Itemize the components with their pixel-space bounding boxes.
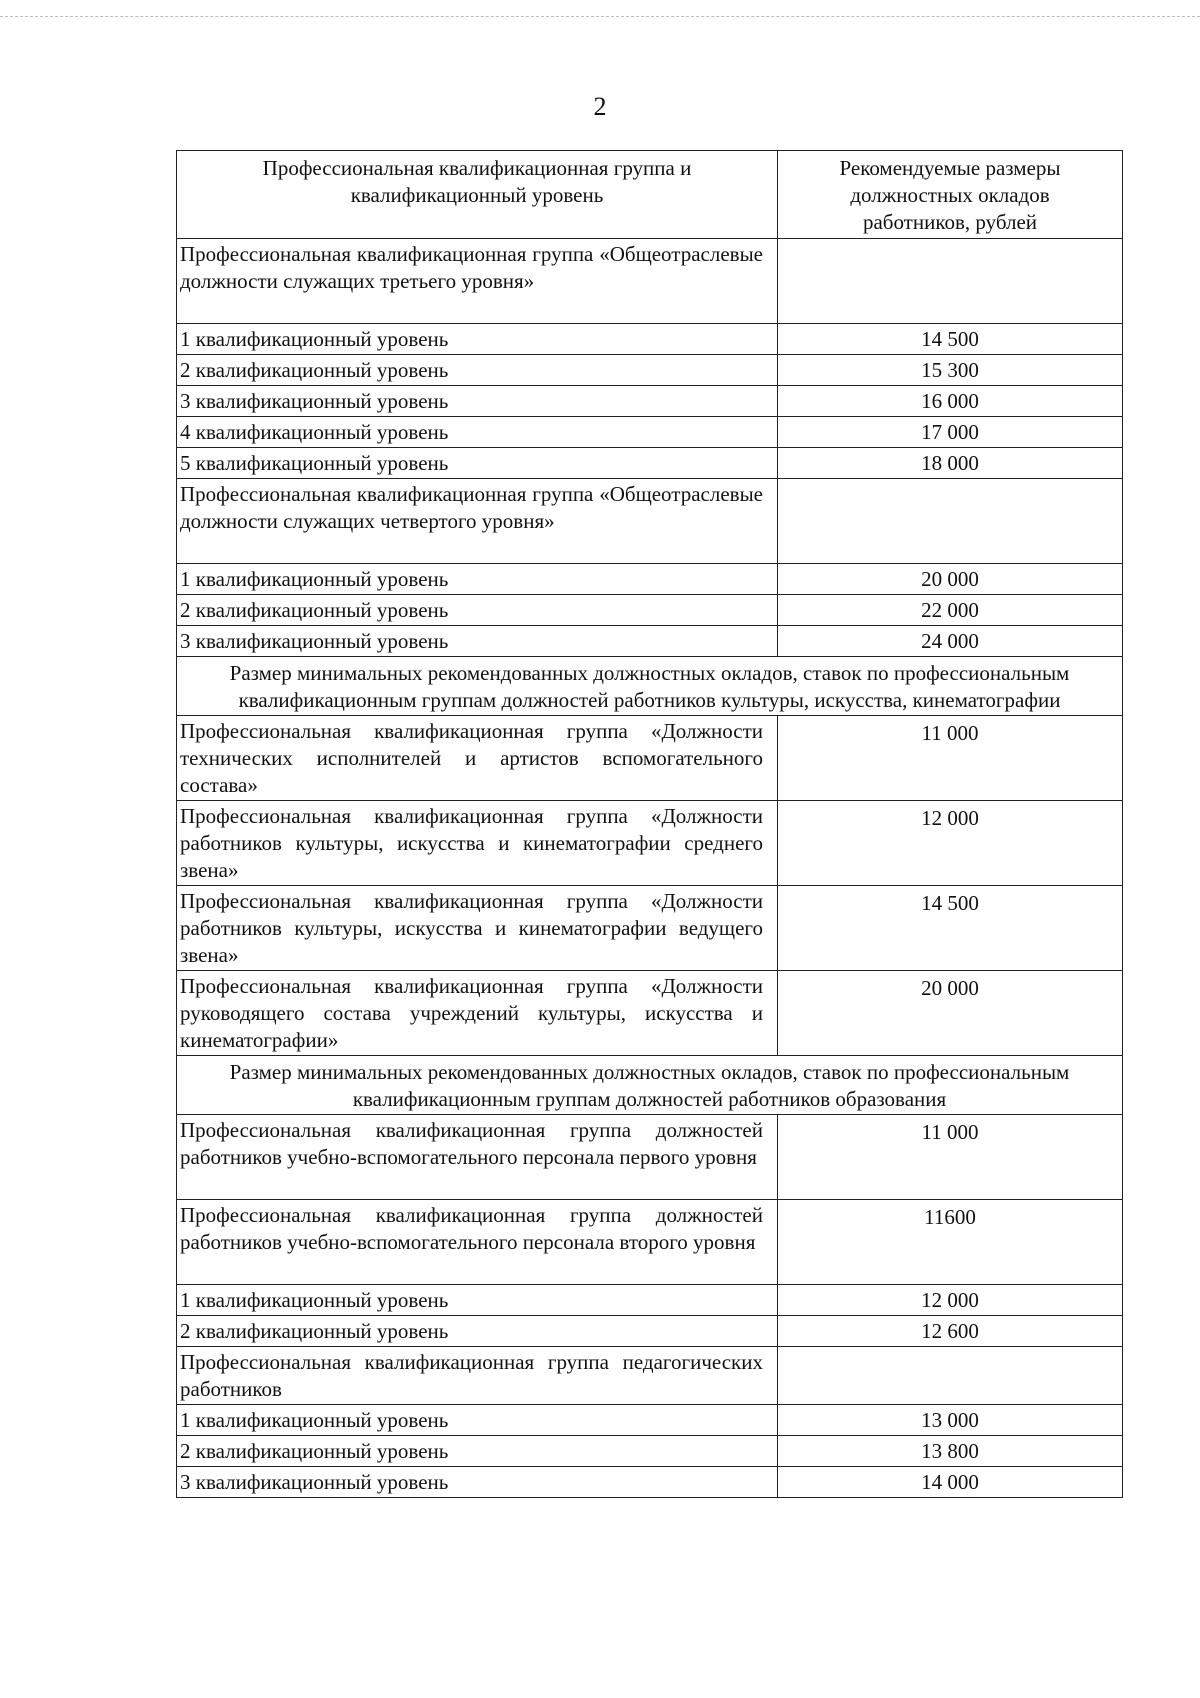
table-row: [177, 386, 1123, 417]
salary-value-cell: 20 000: [778, 971, 1123, 1056]
salary-value-cell: 15 300: [778, 355, 1123, 386]
qualification-level-cell: 2 квалификационный уровень: [177, 355, 778, 386]
salary-value-cell: 13 800: [778, 1436, 1123, 1467]
table-header-row: [177, 151, 1123, 239]
qualification-level-cell: 2 квалификационный уровень: [177, 595, 778, 626]
qualification-level-cell: 5 квалификационный уровень: [177, 448, 778, 479]
page-number: 2: [593, 92, 607, 121]
salary-value-cell: 12 000: [778, 1285, 1123, 1316]
table-row: [177, 355, 1123, 386]
qualification-group-cell: Профессиональная квалификационная группа «Должности технических исполнителей и артистов вспомогательного состава»: [177, 716, 778, 801]
table-row: [177, 564, 1123, 595]
qualification-level-cell: 4 квалификационный уровень: [177, 417, 778, 448]
salary-value-cell: 11 000: [778, 716, 1123, 801]
qualification-group-cell: Профессиональная квалификационная группа должностей работников учебно-вспомогательного персонала второго уровня: [177, 1200, 778, 1285]
salary-value-cell: 13 000: [778, 1405, 1123, 1436]
table-row: [177, 1467, 1123, 1498]
table-row: [177, 886, 1123, 971]
salary-value-cell: 16 000: [778, 386, 1123, 417]
qualification-level-cell: 3 квалификационный уровень: [177, 626, 778, 657]
qualification-level-cell: 3 квалификационный уровень: [177, 1467, 778, 1498]
section-heading: Размер минимальных рекомендованных должностных окладов, ставок по профессиональным квалификационным группам должностей работников образования: [177, 1056, 1123, 1115]
salary-value-cell: 11600: [778, 1200, 1123, 1285]
salary-value-cell: [778, 239, 1123, 324]
salary-value-cell: 14 500: [778, 886, 1123, 971]
qualification-group-cell: Профессиональная квалификационная группа педагогических работников: [177, 1347, 778, 1405]
table-row: [177, 971, 1123, 1056]
salary-table: [176, 150, 1123, 1498]
qualification-level-cell: 1 квалификационный уровень: [177, 1405, 778, 1436]
table-row: [177, 448, 1123, 479]
header-recommended-salary: Рекомендуемые размеры должностных окладов работников, рублей: [778, 151, 1123, 239]
table-row: [177, 1115, 1123, 1200]
table-row: [177, 1200, 1123, 1285]
qualification-level-cell: 1 квалификационный уровень: [177, 1285, 778, 1316]
qualification-level-cell: 3 квалификационный уровень: [177, 386, 778, 417]
table-row: [177, 239, 1123, 324]
table-row: [177, 417, 1123, 448]
qualification-group-cell: Профессиональная квалификационная группа «Должности работников культуры, искусства и кинематографии ведущего звена»: [177, 886, 778, 971]
salary-value-cell: 20 000: [778, 564, 1123, 595]
salary-value-cell: 12 600: [778, 1316, 1123, 1347]
qualification-group-cell: Профессиональная квалификационная группа «Должности руководящего состава учреждений культуры, искусства и кинематографии»: [177, 971, 778, 1056]
salary-value-cell: [778, 479, 1123, 564]
table-row: [177, 479, 1123, 564]
table-row: [177, 1347, 1123, 1405]
salary-value-cell: 17 000: [778, 417, 1123, 448]
salary-value-cell: 18 000: [778, 448, 1123, 479]
salary-value-cell: 14 000: [778, 1467, 1123, 1498]
qualification-group-cell: Профессиональная квалификационная группа «Общеотраслевые должности служащих третьего уровня»: [177, 239, 778, 324]
table-row: [177, 657, 1123, 716]
salary-value-cell: 22 000: [778, 595, 1123, 626]
salary-value-cell: [778, 1347, 1123, 1405]
table-row: [177, 1056, 1123, 1115]
salary-value-cell: 11 000: [778, 1115, 1123, 1200]
salary-value-cell: 14 500: [778, 324, 1123, 355]
table-row: [177, 595, 1123, 626]
qualification-level-cell: 2 квалификационный уровень: [177, 1316, 778, 1347]
table-row: [177, 801, 1123, 886]
table-row: [177, 1316, 1123, 1347]
table-row: [177, 716, 1123, 801]
qualification-group-cell: Профессиональная квалификационная группа «Должности работников культуры, искусства и кинематографии среднего звена»: [177, 801, 778, 886]
qualification-level-cell: 1 квалификационный уровень: [177, 564, 778, 595]
table-row: [177, 324, 1123, 355]
table-row: [177, 626, 1123, 657]
salary-value-cell: 12 000: [778, 801, 1123, 886]
table-row: [177, 1285, 1123, 1316]
qualification-group-cell: Профессиональная квалификационная группа «Общеотраслевые должности служащих четвертого уровня»: [177, 479, 778, 564]
salary-value-cell: 24 000: [778, 626, 1123, 657]
table-body: [177, 239, 1123, 1498]
qualification-group-cell: Профессиональная квалификационная группа должностей работников учебно-вспомогательного персонала первого уровня: [177, 1115, 778, 1200]
section-heading: Размер минимальных рекомендованных должностных окладов, ставок по профессиональным квалификационным группам должностей работников культуры, искусства, кинематографии: [177, 657, 1123, 716]
table-row: [177, 1436, 1123, 1467]
qualification-level-cell: 1 квалификационный уровень: [177, 324, 778, 355]
scan-edge-line: [0, 16, 1200, 17]
table-row: [177, 1405, 1123, 1436]
qualification-level-cell: 2 квалификационный уровень: [177, 1436, 778, 1467]
header-group-level: Профессиональная квалификационная группа и квалификационный уровень: [177, 151, 778, 239]
